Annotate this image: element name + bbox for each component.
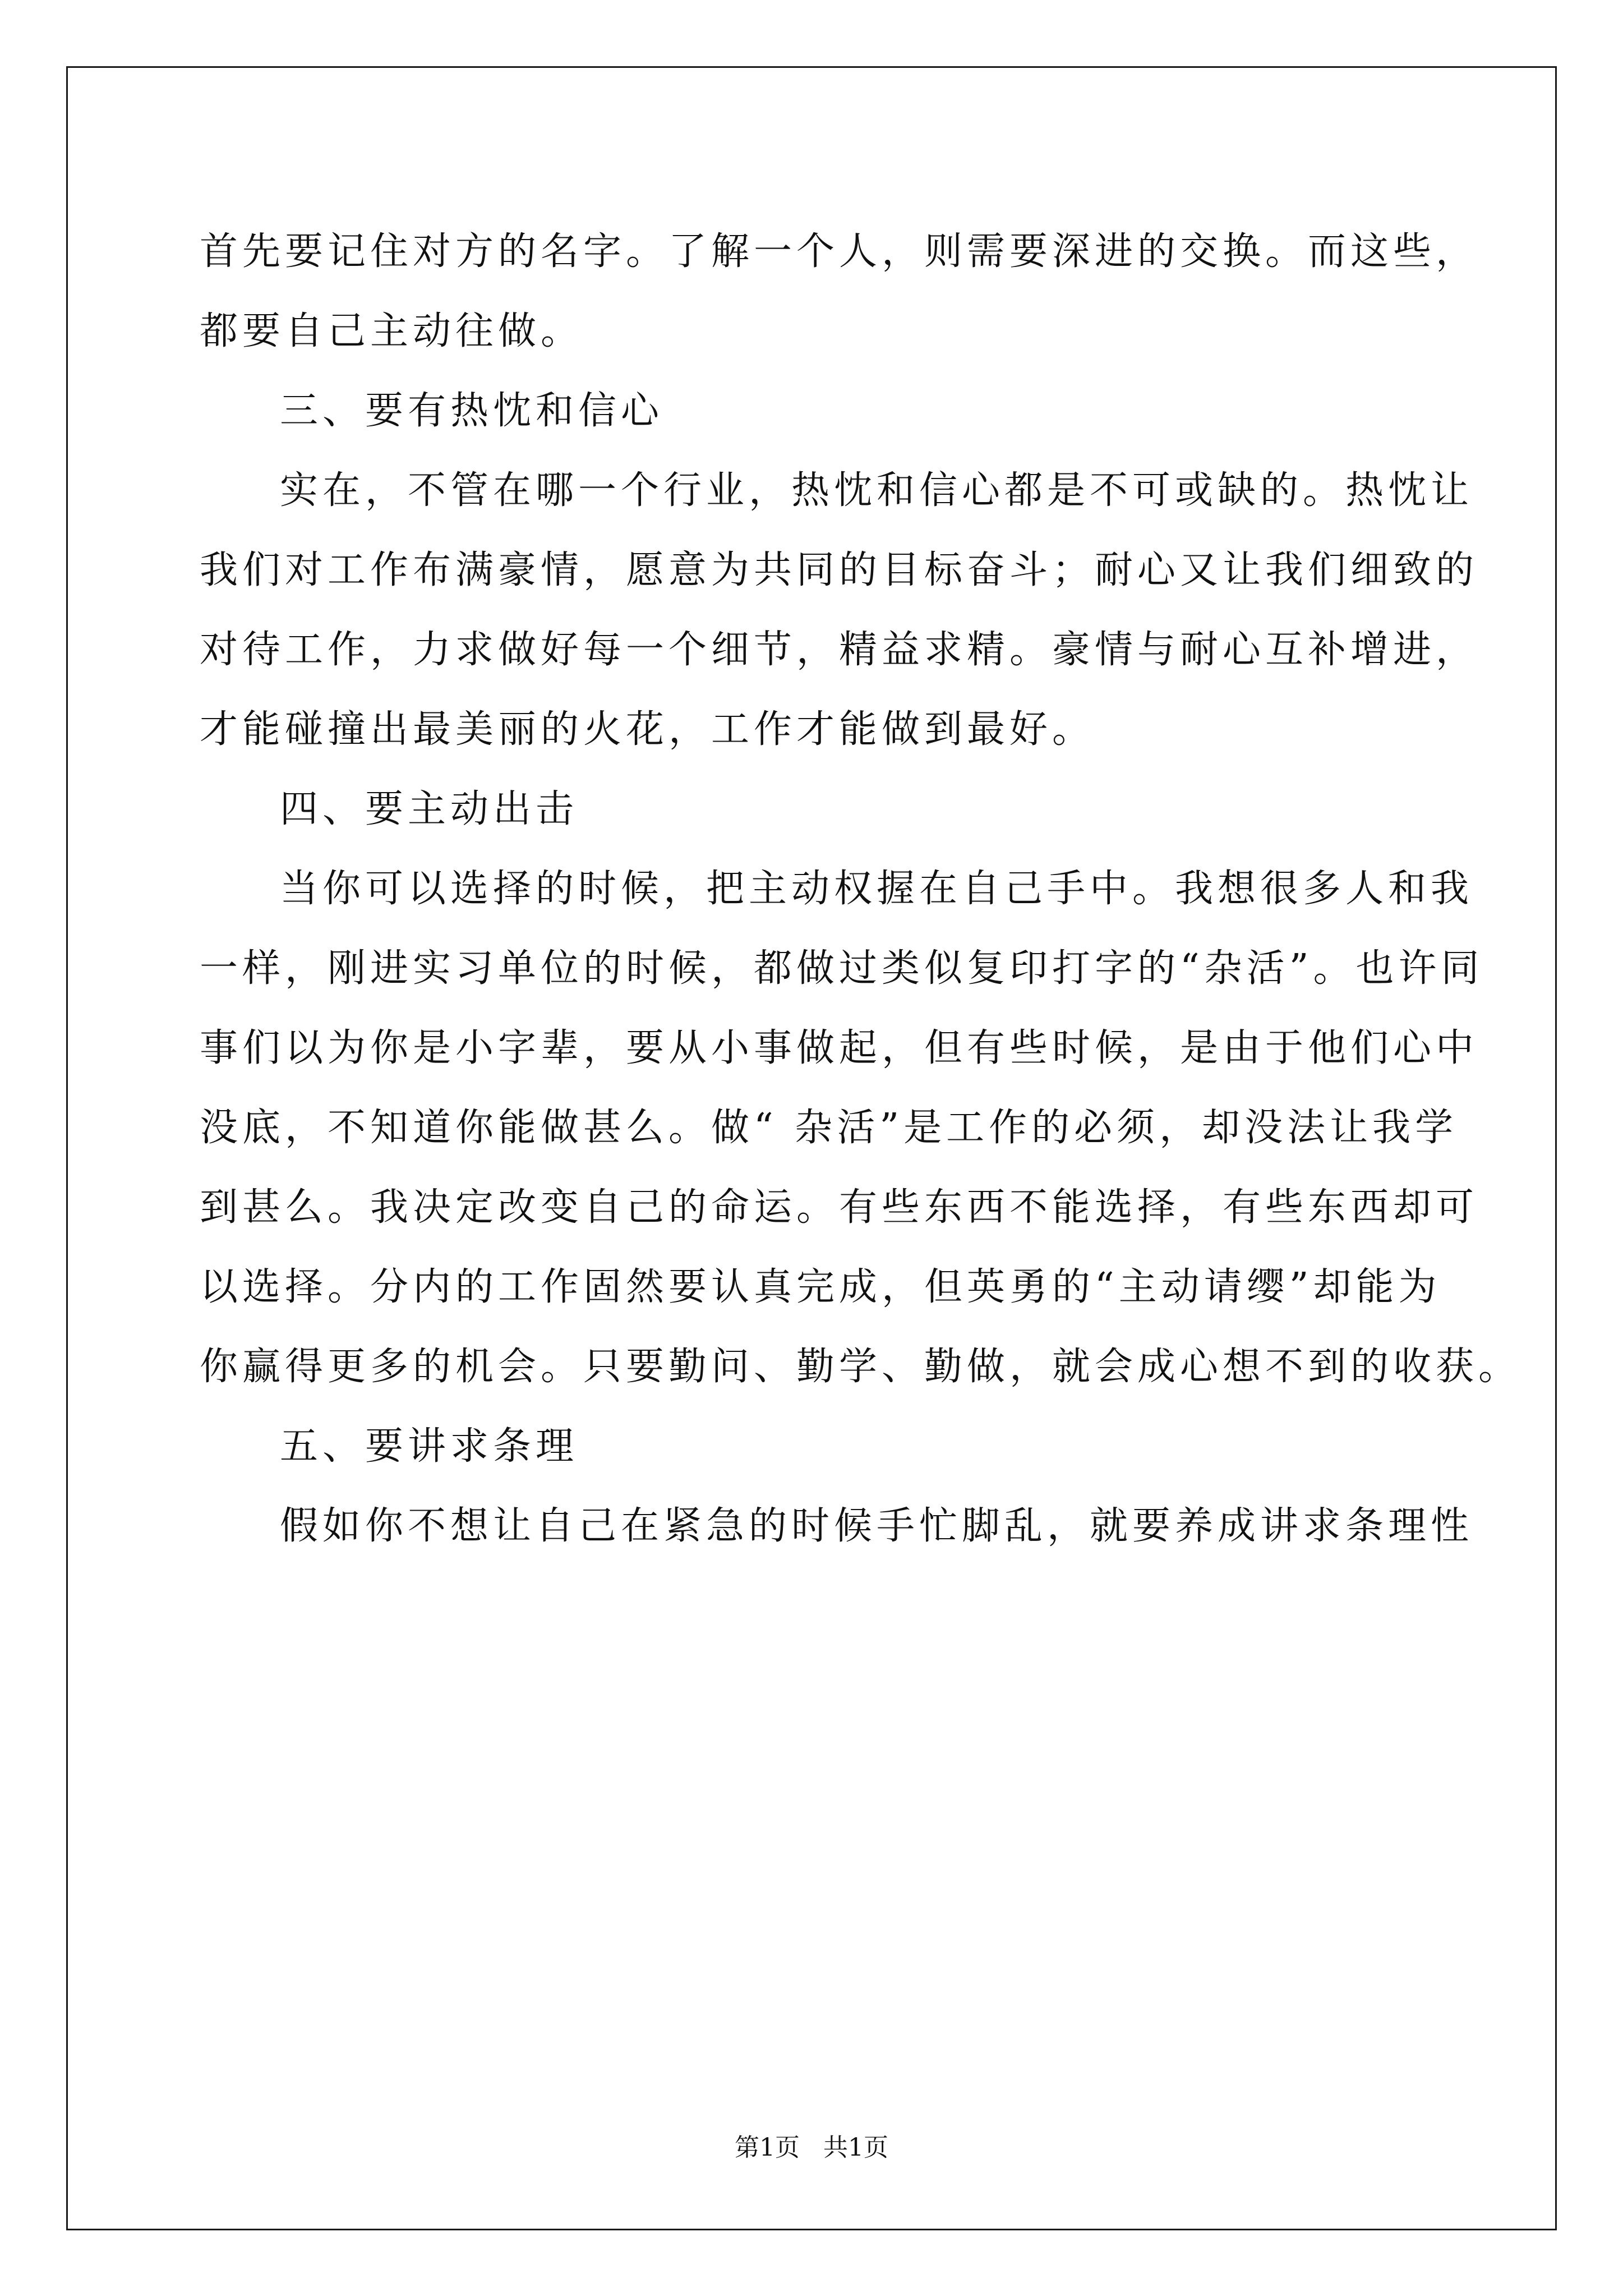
text-line: 四、要主动出击 <box>280 787 579 831</box>
text-line: 到甚么。我决定改变自己的命运。有些东西不能选择，有些东西却可 <box>200 1185 1479 1230</box>
text-line: 实在，不管在哪一个行业，热忱和信心都是不可或缺的。热忱让 <box>280 468 1474 513</box>
text-line: 以选择。分内的工作固然要认真完成，但英勇的“主动请缨”却能为 <box>200 1265 1441 1309</box>
text-line: 没底，不知道你能做甚么。做“ 杂活”是工作的必须，却没法让我学 <box>200 1106 1458 1150</box>
text-line: 假如你不想让自己在紧急的时候手忙脚乱，就要养成讲求条理性 <box>280 1504 1474 1548</box>
text-line: 对待工作，力求做好每一个细节，精益求精。豪情与耐心互补增进， <box>200 628 1479 672</box>
text-line: 当你可以选择的时候，把主动权握在自己手中。我想很多人和我 <box>280 867 1474 911</box>
text-line: 首先要记住对方的名字。了解一个人，则需要深进的交换。而这些， <box>200 229 1479 274</box>
text-line: 你赢得更多的机会。只要勤问、勤学、勤做，就会成心想不到的收获。 <box>200 1345 1521 1389</box>
text-line: 我们对工作布满豪情，愿意为共同的目标奋斗；耐心又让我们细致的 <box>200 548 1479 592</box>
text-line: 事们以为你是小字辈，要从小事做起，但有些时候，是由于他们心中 <box>200 1026 1479 1070</box>
text-line: 都要自己主动往做。 <box>200 309 584 353</box>
document-body <box>200 212 1521 1566</box>
page-footer: 第1页 共1页 <box>735 2133 888 2162</box>
text-line: 三、要有热忱和信心 <box>280 389 664 433</box>
text-line: 五、要讲求条理 <box>280 1424 579 1469</box>
text-line: 一样，刚进实习单位的时候，都做过类似复印打字的“杂活”。也许同 <box>200 946 1484 991</box>
text-line: 才能碰撞出最美丽的火花，工作才能做到最好。 <box>200 707 1095 752</box>
